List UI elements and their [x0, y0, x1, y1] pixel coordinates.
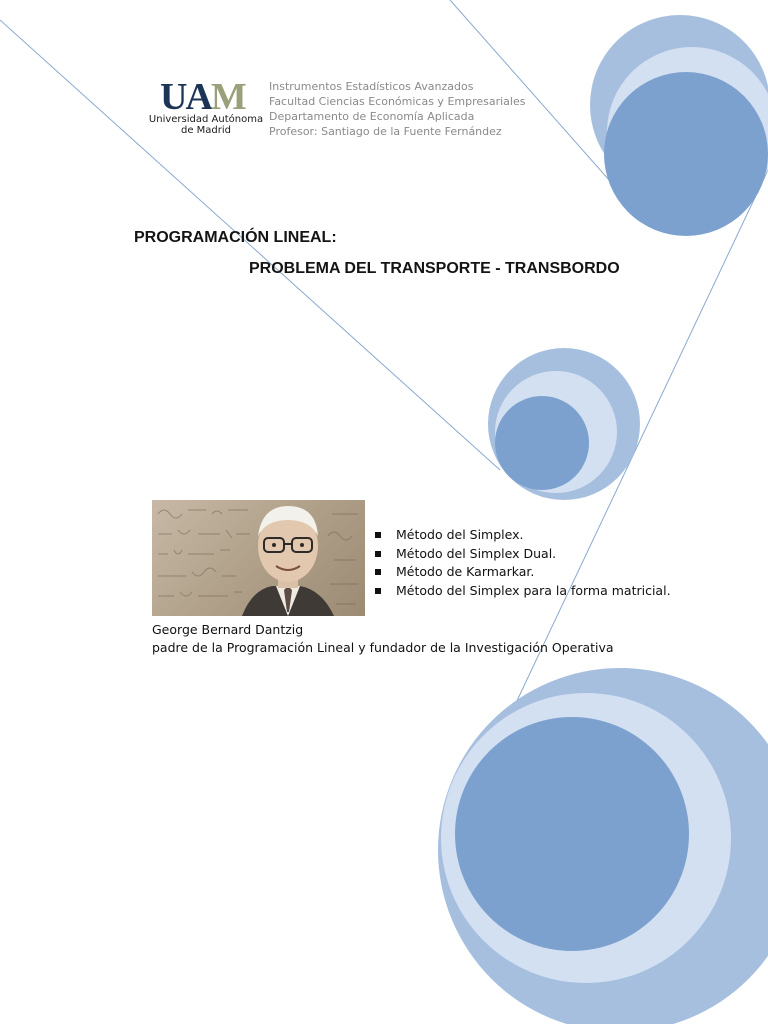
caption-description: padre de la Programación Lineal y fundador de la Investigación Operativa	[152, 640, 614, 655]
uam-logo	[148, 78, 264, 140]
list-item: Método del Simplex.	[375, 526, 671, 545]
uam-logo-line-1: Universidad Autónoma	[148, 114, 264, 125]
list-item: Método del Simplex Dual.	[375, 545, 671, 564]
professor-name: Profesor: Santiago de la Fuente Fernández	[269, 125, 502, 138]
uam-logo-line-2: de Madrid	[180, 125, 232, 136]
caption-name: George Bernard Dantzig	[152, 622, 304, 637]
bullet-icon	[375, 588, 381, 594]
decor-circle-top-right	[590, 15, 768, 236]
methods-list	[375, 526, 671, 600]
list-item: Método de Karmarkar.	[375, 563, 671, 582]
department-name: Departamento de Economía Aplicada	[269, 110, 475, 123]
document-subtitle: PROBLEMA DEL TRANSPORTE - TRANSBORDO	[249, 260, 620, 277]
course-name: Instrumentos Estadísticos Avanzados	[269, 80, 474, 93]
bullet-icon	[375, 551, 381, 557]
decor-circle-middle	[488, 348, 640, 500]
decor-circle-bottom-right	[438, 668, 768, 1024]
bullet-icon	[375, 532, 381, 538]
portrait-caption	[152, 621, 614, 657]
bullet-icon	[375, 569, 381, 575]
faculty-name: Facultad Ciencias Económicas y Empresariales	[269, 95, 526, 108]
institution-block	[269, 79, 525, 139]
document-title: PROGRAMACIÓN LINEAL:	[134, 229, 337, 246]
list-item: Método del Simplex para la forma matricial.	[375, 582, 671, 601]
dantzig-portrait	[152, 500, 365, 616]
uam-logo-letters: UAM	[160, 76, 245, 118]
